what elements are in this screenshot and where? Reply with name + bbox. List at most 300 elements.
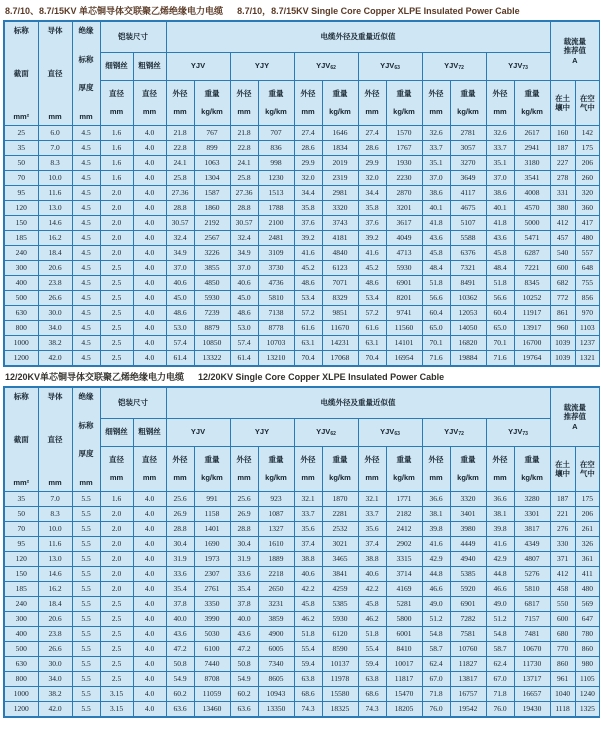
col-header-cable-type: YJV62 [294, 53, 358, 81]
data-cell: 27.4 [358, 126, 386, 141]
data-cell: 4.0 [133, 321, 166, 336]
data-cell: 2567 [194, 231, 230, 246]
data-cell: 35.6 [358, 522, 386, 537]
data-cell: 5281 [386, 597, 422, 612]
data-cell: 62.4 [422, 657, 450, 672]
data-cell: 417 [575, 216, 600, 231]
data-cell: 1513 [258, 186, 294, 201]
data-cell: 1570 [386, 126, 422, 141]
table-row [4, 186, 600, 201]
data-cell: 480 [575, 582, 600, 597]
col-header-outer-diameter: 外径 mm [294, 81, 322, 126]
data-cell: 1325 [575, 702, 600, 718]
data-cell: 3465 [322, 552, 358, 567]
col-header-outer-diameter: 外径 mm [422, 447, 450, 492]
data-cell: 187 [550, 492, 575, 507]
col-header-cable-type: YJV62 [294, 419, 358, 447]
data-cell: 45.8 [294, 597, 322, 612]
data-cell: 63.6 [166, 702, 194, 718]
data-cell: 836 [258, 141, 294, 156]
data-cell: 11560 [386, 321, 422, 336]
data-cell: 32.0 [294, 171, 322, 186]
table-row [4, 321, 600, 336]
data-cell: 29.9 [358, 156, 386, 171]
data-cell: 998 [258, 156, 294, 171]
table-row [4, 261, 600, 276]
data-cell: 8329 [322, 291, 358, 306]
data-cell: 1237 [575, 336, 600, 351]
data-cell: 14.6 [38, 567, 72, 582]
data-cell: 10.0 [38, 171, 72, 186]
data-cell: 2981 [322, 186, 358, 201]
data-cell: 2.5 [100, 672, 133, 687]
data-cell: 55.4 [358, 642, 386, 657]
col-header-fine-steel-wire: 细钢丝 [100, 419, 133, 447]
data-cell: 32.1 [358, 492, 386, 507]
data-cell: 9741 [386, 306, 422, 321]
data-cell: 35.1 [486, 156, 514, 171]
data-cell: 7581 [450, 627, 486, 642]
data-cell: 3320 [450, 492, 486, 507]
data-cell: 4.5 [72, 306, 100, 321]
group-header-armor-size: 铠装尺寸 [100, 387, 166, 419]
data-cell: 1.6 [100, 492, 133, 507]
data-cell: 20.6 [38, 612, 72, 627]
data-cell: 1401 [194, 522, 230, 537]
data-cell: 13322 [194, 351, 230, 367]
data-cell: 47.2 [166, 642, 194, 657]
data-cell: 861 [550, 306, 575, 321]
data-cell: 54.8 [486, 627, 514, 642]
data-cell: 33.7 [294, 507, 322, 522]
data-cell: 39.2 [358, 231, 386, 246]
data-cell: 206 [575, 507, 600, 522]
data-cell: 5920 [450, 582, 486, 597]
data-cell: 62.4 [486, 657, 514, 672]
data-cell: 755 [575, 276, 600, 291]
data-cell: 682 [550, 276, 575, 291]
data-cell: 4.5 [72, 291, 100, 306]
data-cell: 11827 [450, 657, 486, 672]
data-cell: 60.2 [230, 687, 258, 702]
data-cell: 1087 [258, 507, 294, 522]
col-header-armor-diameter: 直径 mm [133, 447, 166, 492]
data-cell: 1240 [575, 687, 600, 702]
data-cell: 1103 [575, 321, 600, 336]
data-cell: 55.4 [294, 642, 322, 657]
data-cell: 550 [550, 597, 575, 612]
data-cell: 2281 [322, 507, 358, 522]
data-cell: 4.5 [72, 246, 100, 261]
data-cell: 4.5 [72, 336, 100, 351]
data-cell: 76.0 [486, 702, 514, 718]
data-cell: 412 [550, 216, 575, 231]
data-cell: 412 [550, 567, 575, 582]
col-header-cable-type: YJV73 [486, 419, 550, 447]
data-cell: 600 [550, 612, 575, 627]
data-cell: 26.9 [166, 507, 194, 522]
data-cell: 856 [575, 291, 600, 306]
data-cell: 991 [194, 492, 230, 507]
data-cell: 17068 [322, 351, 358, 367]
data-cell: 7321 [450, 261, 486, 276]
data-cell: 2481 [258, 231, 294, 246]
table-row [4, 522, 600, 537]
col-header-weight: 重量 kg/km [450, 447, 486, 492]
data-cell: 800 [4, 672, 38, 687]
table-row [4, 246, 600, 261]
data-cell: 6001 [386, 627, 422, 642]
col-header-weight: 重量 kg/km [258, 447, 294, 492]
data-cell: 600 [550, 261, 575, 276]
data-cell: 3180 [514, 156, 550, 171]
col-header-outer-diameter: 外径 mm [486, 447, 514, 492]
data-cell: 5.5 [72, 642, 100, 657]
col-header-cable-type: YJY [230, 419, 294, 447]
data-cell: 48.4 [422, 261, 450, 276]
data-cell: 4850 [194, 276, 230, 291]
col-header-outer-diameter: 外径 mm [358, 81, 386, 126]
data-cell: 46.2 [294, 612, 322, 627]
data-cell: 12053 [450, 306, 486, 321]
col-header-outer-diameter: 外径 mm [230, 81, 258, 126]
data-cell: 14.6 [38, 216, 72, 231]
data-cell: 37.0 [486, 171, 514, 186]
data-cell: 4.0 [133, 216, 166, 231]
data-cell: 4.0 [133, 261, 166, 276]
data-cell: 5.5 [72, 582, 100, 597]
data-cell: 1771 [386, 492, 422, 507]
data-cell: 70 [4, 522, 38, 537]
data-cell: 4.0 [133, 306, 166, 321]
data-cell: 14101 [386, 336, 422, 351]
data-cell: 8201 [386, 291, 422, 306]
data-cell: 2.5 [100, 612, 133, 627]
data-cell: 1000 [4, 336, 38, 351]
table-row [4, 336, 600, 351]
data-cell: 58.7 [486, 642, 514, 657]
data-cell: 278 [550, 171, 575, 186]
data-cell: 457 [550, 231, 575, 246]
data-cell: 4.5 [72, 321, 100, 336]
col-header-ampacity-in-air: 在空 气中 [575, 81, 600, 126]
data-cell: 10362 [450, 291, 486, 306]
data-cell: 5930 [386, 261, 422, 276]
data-cell: 33.6 [166, 567, 194, 582]
table-row [4, 642, 600, 657]
data-cell: 70.1 [422, 336, 450, 351]
data-cell: 7071 [322, 276, 358, 291]
data-cell: 35.8 [358, 201, 386, 216]
data-cell: 5.5 [72, 627, 100, 642]
data-cell: 24.1 [166, 156, 194, 171]
data-cell: 185 [4, 582, 38, 597]
data-cell: 45.8 [486, 246, 514, 261]
data-cell: 15470 [386, 687, 422, 702]
data-cell: 1610 [258, 537, 294, 552]
data-cell: 6376 [450, 246, 486, 261]
table-row [4, 702, 600, 718]
data-cell: 68.6 [294, 687, 322, 702]
data-cell: 19430 [514, 702, 550, 718]
data-cell: 4675 [450, 201, 486, 216]
data-cell: 41.6 [358, 246, 386, 261]
data-cell: 35 [4, 141, 38, 156]
data-cell: 361 [575, 552, 600, 567]
data-cell: 49.0 [486, 597, 514, 612]
data-cell: 2.0 [100, 246, 133, 261]
data-cell: 70 [4, 171, 38, 186]
data-cell: 49.0 [422, 597, 450, 612]
data-cell: 4900 [258, 627, 294, 642]
data-cell: 360 [575, 201, 600, 216]
col-header-outer-diameter: 外径 mm [230, 447, 258, 492]
data-cell: 2218 [258, 567, 294, 582]
data-cell: 4713 [386, 246, 422, 261]
data-cell: 380 [550, 201, 575, 216]
data-cell: 11917 [514, 306, 550, 321]
data-cell: 32.0 [358, 171, 386, 186]
data-cell: 31.9 [166, 552, 194, 567]
data-cell: 46.6 [486, 582, 514, 597]
data-cell: 41.6 [486, 537, 514, 552]
data-cell: 35 [4, 492, 38, 507]
data-cell: 31.9 [230, 552, 258, 567]
data-cell: 2.5 [100, 291, 133, 306]
data-cell: 2.0 [100, 201, 133, 216]
data-cell: 4.5 [72, 276, 100, 291]
data-cell: 11978 [322, 672, 358, 687]
data-cell: 70.4 [294, 351, 322, 367]
data-cell: 2182 [386, 507, 422, 522]
data-cell: 29.9 [294, 156, 322, 171]
table-row [4, 231, 600, 246]
data-cell: 120 [4, 552, 38, 567]
data-cell: 2.5 [100, 597, 133, 612]
data-cell: 3057 [450, 141, 486, 156]
data-cell: 70.1 [486, 336, 514, 351]
data-cell: 40.6 [358, 567, 386, 582]
data-cell: 3270 [450, 156, 486, 171]
data-cell: 65.0 [486, 321, 514, 336]
group-header-ampacity: 载流量 推荐值 A [550, 21, 600, 81]
data-cell: 7221 [514, 261, 550, 276]
data-cell: 18.4 [38, 597, 72, 612]
data-cell: 3.15 [100, 687, 133, 702]
data-cell: 2650 [258, 582, 294, 597]
data-cell: 34.0 [38, 321, 72, 336]
data-cell: 4.0 [133, 492, 166, 507]
data-cell: 11.6 [38, 186, 72, 201]
data-cell: 5030 [194, 627, 230, 642]
cable-type-subscript: 73 [522, 430, 528, 437]
data-cell: 7440 [194, 657, 230, 672]
data-cell: 30.4 [166, 537, 194, 552]
data-cell: 3350 [194, 597, 230, 612]
data-cell: 5810 [258, 291, 294, 306]
data-cell: 63.1 [294, 336, 322, 351]
data-cell: 38.1 [486, 507, 514, 522]
data-cell: 4008 [514, 186, 550, 201]
data-cell: 26.9 [230, 507, 258, 522]
data-cell: 330 [550, 537, 575, 552]
data-cell: 7.0 [38, 492, 72, 507]
data-cell: 71.8 [422, 687, 450, 702]
data-cell: 3859 [258, 612, 294, 627]
data-cell: 2019 [322, 156, 358, 171]
data-cell: 27.4 [294, 126, 322, 141]
data-cell: 40.0 [230, 612, 258, 627]
data-cell: 28.6 [294, 141, 322, 156]
data-cell: 4349 [514, 537, 550, 552]
data-cell: 980 [575, 657, 600, 672]
data-cell: 40.0 [166, 612, 194, 627]
data-cell: 5810 [514, 582, 550, 597]
table-row [4, 201, 600, 216]
data-cell: 4449 [450, 537, 486, 552]
data-cell: 221 [550, 507, 575, 522]
table-row [4, 507, 600, 522]
data-cell: 1158 [194, 507, 230, 522]
data-cell: 95 [4, 537, 38, 552]
data-cell: 58.7 [422, 642, 450, 657]
table-row [4, 612, 600, 627]
col-header-outer-diameter: 外径 mm [166, 447, 194, 492]
data-cell: 2870 [386, 186, 422, 201]
data-cell: 240 [4, 597, 38, 612]
data-cell: 2.0 [100, 522, 133, 537]
data-cell: 5.5 [72, 597, 100, 612]
data-cell: 37.6 [358, 216, 386, 231]
data-cell: 13460 [194, 702, 230, 718]
data-cell: 6817 [514, 597, 550, 612]
data-cell: 35.4 [166, 582, 194, 597]
data-cell: 480 [575, 231, 600, 246]
data-cell: 13210 [258, 351, 294, 367]
data-cell: 67.0 [422, 672, 450, 687]
col-header-weight: 重量 kg/km [386, 81, 422, 126]
table-title-12-20kv [5, 370, 597, 383]
data-cell: 2307 [194, 567, 230, 582]
data-cell: 10137 [322, 657, 358, 672]
data-cell: 56.6 [422, 291, 450, 306]
data-cell: 10252 [514, 291, 550, 306]
data-cell: 4.0 [133, 567, 166, 582]
data-cell: 860 [550, 657, 575, 672]
col-header-weight: 重量 kg/km [322, 81, 358, 126]
col-header-armor-diameter: 直径 mm [100, 447, 133, 492]
data-cell: 4.0 [133, 171, 166, 186]
data-cell: 5930 [322, 612, 358, 627]
data-cell: 4.5 [72, 231, 100, 246]
data-cell: 30.0 [38, 306, 72, 321]
data-cell: 4.0 [133, 276, 166, 291]
data-cell: 18325 [322, 702, 358, 718]
data-cell: 18.4 [38, 246, 72, 261]
data-cell: 7282 [450, 612, 486, 627]
data-cell: 27.36 [166, 186, 194, 201]
data-cell: 48.4 [486, 261, 514, 276]
data-cell: 780 [575, 627, 600, 642]
data-cell: 35.6 [294, 522, 322, 537]
data-cell: 4.0 [133, 291, 166, 306]
data-cell: 57.2 [358, 306, 386, 321]
data-cell: 37.4 [294, 537, 322, 552]
data-cell: 6005 [258, 642, 294, 657]
data-cell: 2761 [194, 582, 230, 597]
data-cell: 1930 [386, 156, 422, 171]
data-cell: 30.0 [38, 657, 72, 672]
data-cell: 185 [4, 231, 38, 246]
data-cell: 3730 [258, 261, 294, 276]
data-cell: 21.8 [230, 126, 258, 141]
data-cell: 38.2 [38, 687, 72, 702]
data-cell: 71.6 [486, 351, 514, 367]
data-cell: 7239 [194, 306, 230, 321]
data-cell: 5.5 [72, 507, 100, 522]
data-cell: 3855 [194, 261, 230, 276]
data-cell: 648 [575, 261, 600, 276]
data-cell: 40.1 [422, 201, 450, 216]
data-cell: 5.5 [72, 657, 100, 672]
data-cell: 1646 [322, 126, 358, 141]
data-cell: 38.6 [422, 186, 450, 201]
col-header-cable-type: YJV72 [422, 419, 486, 447]
data-cell: 43.6 [486, 231, 514, 246]
data-cell: 25.6 [166, 492, 194, 507]
data-cell: 175 [575, 141, 600, 156]
data-cell: 860 [575, 642, 600, 657]
data-cell: 5800 [386, 612, 422, 627]
data-cell: 5.5 [72, 492, 100, 507]
data-cell: 34.9 [166, 246, 194, 261]
data-cell: 61.4 [230, 351, 258, 367]
data-cell: 30.4 [230, 537, 258, 552]
data-cell: 2.5 [100, 657, 133, 672]
group-header-od-weight: 电缆外径及重量近似值 [166, 387, 550, 419]
data-cell: 1039 [550, 351, 575, 367]
data-cell: 23.8 [38, 276, 72, 291]
data-cell: 2100 [258, 216, 294, 231]
data-cell: 3990 [194, 612, 230, 627]
data-cell: 4.0 [133, 156, 166, 171]
table-row [4, 687, 600, 702]
data-cell: 7340 [258, 657, 294, 672]
data-cell: 16700 [514, 336, 550, 351]
data-cell: 57.4 [166, 336, 194, 351]
data-cell: 40.1 [486, 201, 514, 216]
data-cell: 26.6 [38, 291, 72, 306]
data-cell: 647 [575, 612, 600, 627]
data-cell: 53.4 [358, 291, 386, 306]
data-cell: 1000 [4, 687, 38, 702]
data-cell: 34.9 [230, 246, 258, 261]
col-header-weight: 重量 kg/km [386, 447, 422, 492]
data-cell: 60.2 [166, 687, 194, 702]
data-cell: 71.6 [422, 351, 450, 367]
data-cell: 4.0 [133, 141, 166, 156]
data-cell: 19764 [514, 351, 550, 367]
data-cell: 19542 [450, 702, 486, 718]
data-cell: 68.6 [358, 687, 386, 702]
data-cell: 1063 [194, 156, 230, 171]
data-cell: 4.0 [133, 597, 166, 612]
table-row [4, 582, 600, 597]
data-cell: 44.8 [422, 567, 450, 582]
data-cell: 2.5 [100, 351, 133, 367]
data-cell: 42.2 [358, 582, 386, 597]
cable-spec-table-12-20kv [3, 386, 600, 718]
